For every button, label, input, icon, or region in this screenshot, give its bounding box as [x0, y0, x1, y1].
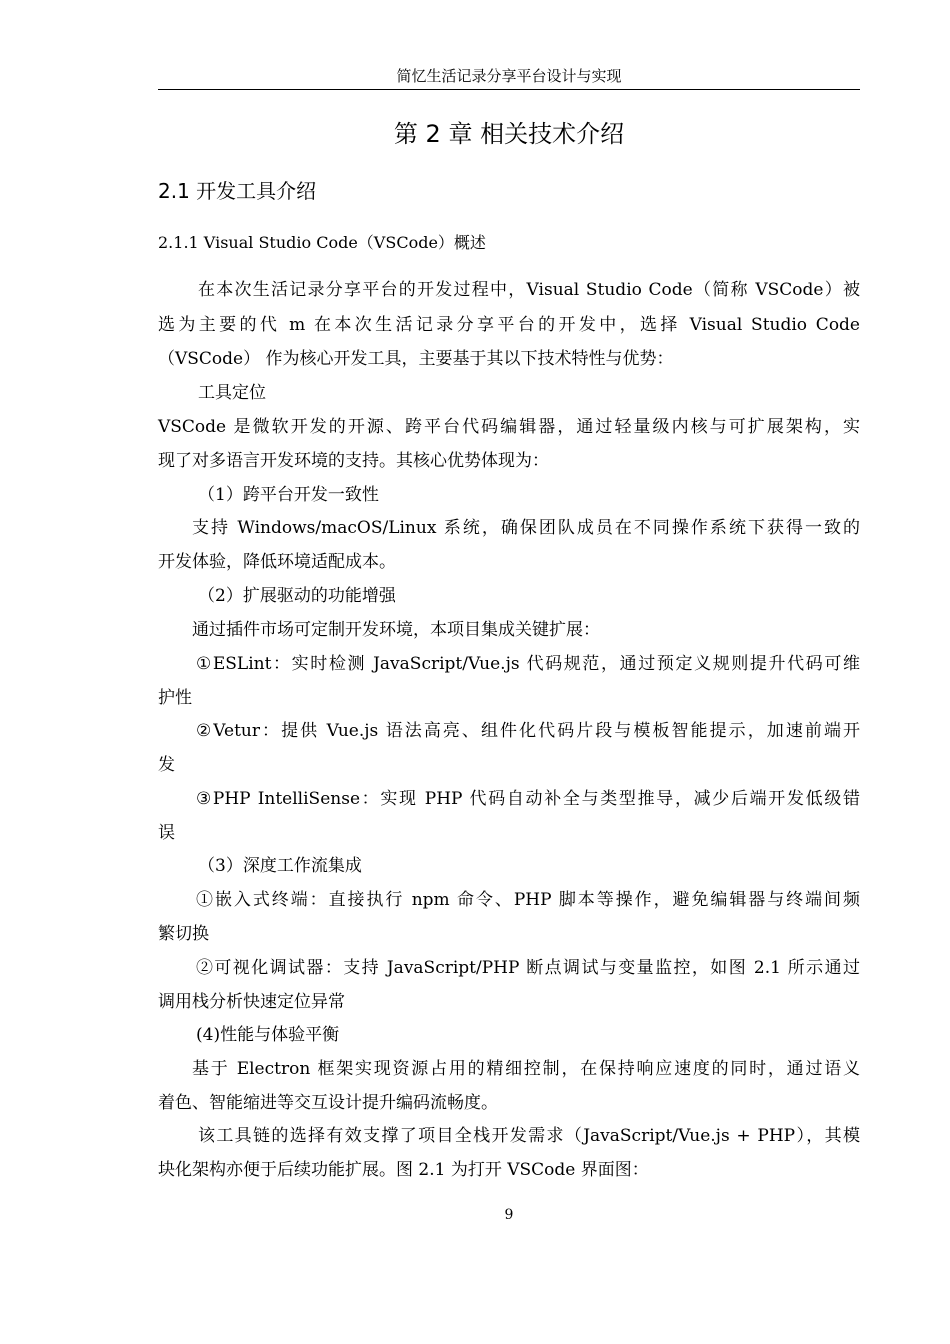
- body-line: ②Vetur：提供 Vue.js 语法高亮、组件化代码片段与模板智能提示，加速前端开: [196, 721, 860, 741]
- header-rule: [158, 89, 860, 90]
- subsection-heading: 2.1.1 Visual Studio Code（VSCode）概述: [158, 233, 486, 252]
- body-line: 通过插件市场可定制开发环境，本项目集成关键扩展：: [192, 620, 600, 640]
- body-line: 调用栈分析快速定位异常: [158, 992, 345, 1012]
- body-line: 工具定位: [198, 383, 266, 403]
- running-header: 简忆生活记录分享平台设计与实现: [396, 67, 622, 85]
- page-number: 9: [504, 1207, 514, 1223]
- body-line: （VSCode） 作为核心开发工具，主要基于其以下技术特性与优势：: [158, 349, 674, 369]
- body-line: ①嵌入式终端：直接执行 npm 命令、PHP 脚本等操作，避免编辑器与终端间频: [196, 890, 860, 910]
- body-line: 护性: [158, 688, 192, 708]
- body-line: （1）跨平台开发一致性: [198, 485, 379, 505]
- body-line: ②可视化调试器：支持 JavaScript/PHP 断点调试与变量监控，如图 2.1 所示通过: [196, 958, 860, 978]
- body-line: 繁切换: [158, 924, 209, 944]
- body-line: ①ESLint：实时检测 JavaScript/Vue.js 代码规范，通过预定义规则提升代码可维: [196, 654, 860, 674]
- chapter-title: 第 2 章 相关技术介绍: [393, 120, 625, 148]
- body-line: 着色、智能缩进等交互设计提升编码流畅度。: [158, 1093, 498, 1113]
- body-line: 误: [158, 823, 175, 843]
- body-line: 块化架构亦便于后续功能扩展。图 2.1 为打开 VSCode 界面图：: [158, 1160, 649, 1180]
- body-line: 支持 Windows/macOS/Linux 系统，确保团队成员在不同操作系统下获得一致的: [192, 518, 860, 538]
- body-line: （3）深度工作流集成: [198, 856, 362, 876]
- body-line: （2）扩展驱动的功能增强: [198, 586, 396, 606]
- body-line: ③PHP IntelliSense：实现 PHP 代码自动补全与类型推导，减少后端开发低级错: [196, 789, 860, 809]
- body-line: 选为主要的代 m 在本次生活记录分享平台的开发中，选择 Visual Studio Code: [158, 315, 860, 335]
- body-line: 发: [158, 755, 175, 775]
- section-heading: 2.1 开发工具介绍: [158, 179, 317, 203]
- body-line: 该工具链的选择有效支撑了项目全栈开发需求（JavaScript/Vue.js + PHP），其模: [198, 1126, 860, 1146]
- body-line: 基于 Electron 框架实现资源占用的精细控制，在保持响应速度的同时，通过语义: [192, 1059, 860, 1079]
- body-line: 开发体验，降低环境适配成本。: [158, 552, 396, 572]
- body-line: VSCode 是微软开发的开源、跨平台代码编辑器，通过轻量级内核与可扩展架构，实: [158, 417, 860, 437]
- body-line: 在本次生活记录分享平台的开发过程中，Visual Studio Code（简称 VSCode）被: [198, 280, 860, 300]
- body-line: (4)性能与体验平衡: [196, 1025, 340, 1045]
- body-line: 现了对多语言开发环境的支持。其核心优势体现为：: [158, 451, 549, 471]
